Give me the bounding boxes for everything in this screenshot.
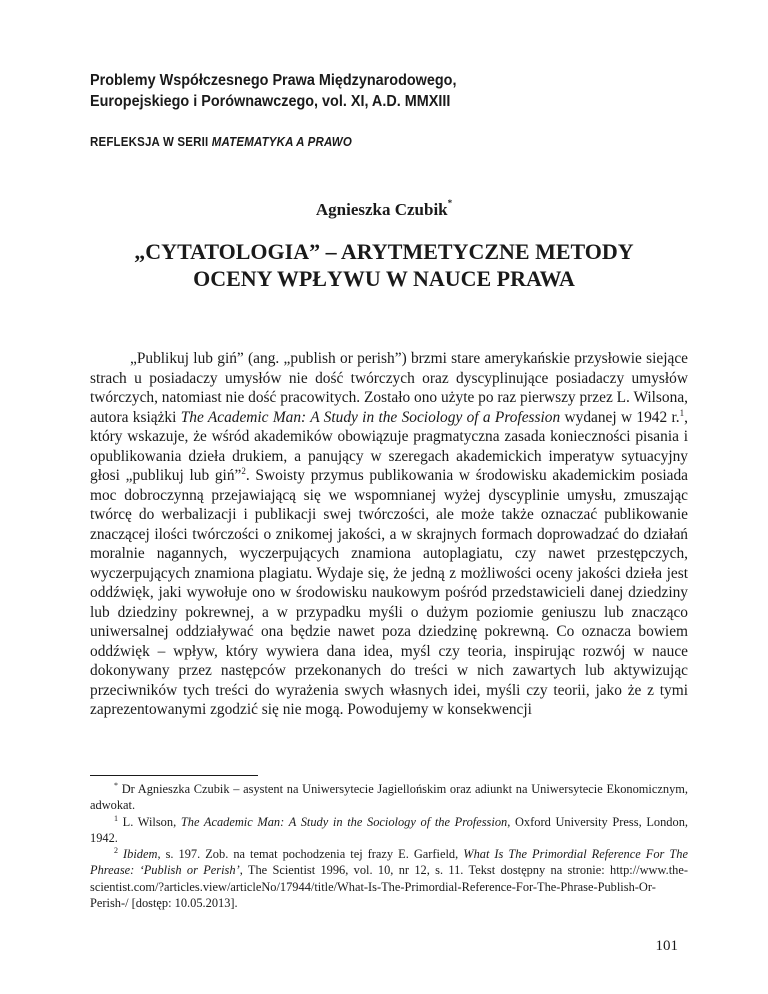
footnote-2 bbox=[90, 846, 688, 911]
footnote-text: , s. 197. Zob. na temat pochodzenia tej frazy E. Garfield, bbox=[157, 847, 464, 862]
body-text bbox=[90, 349, 688, 720]
footnote-author bbox=[90, 781, 688, 814]
journal-title-line1: Problemy Współczesnego Prawa Międzynarodowego, bbox=[90, 72, 457, 89]
series-heading bbox=[90, 135, 642, 149]
footnote-mark: * bbox=[114, 780, 118, 790]
footnote-ref: 2 bbox=[241, 465, 246, 476]
paragraph bbox=[90, 349, 688, 720]
footnote-text: Dr Agnieszka Czubik – asystent na Uniwersytecie Jagiellońskim oraz adiunkt na Uniwersytecie Ekonomicznym, adwokat. bbox=[90, 782, 688, 813]
footnote-book-title: The Academic Man: A Study in the Sociology of the Profession bbox=[180, 814, 508, 829]
author-name-text: Agnieszka Czubik bbox=[315, 200, 448, 219]
article-title-line1: „CYTATOLOGIA” – ARYTMETYCZNE METODY bbox=[134, 239, 634, 264]
author-footnote-mark: * bbox=[447, 198, 453, 209]
footnote-separator bbox=[90, 775, 258, 776]
page-number: 101 bbox=[655, 938, 678, 954]
footnote-ibidem: Ibidem bbox=[123, 847, 158, 862]
article-title-line2: OCENY WPŁYWU W NAUCE PRAWA bbox=[193, 266, 575, 291]
footnote-mark: 1 bbox=[114, 813, 118, 823]
paragraph-text-part: . Swoisty przymus publikowania w środowisku akademickim posiada moc dobroczynną przejawiającą się we wspomnianej wyżej dyscyplinie umysłu, zmuszając twórcę do werbalizacji i publikacji swej twórczości, ale może także oznaczać publikowanie znaczącej ilości twórczości o znikomej jakości, a w skrajnych formach doprowadzać do działań moralnie nagannych, wyczerpujących znamiona autoplagiatu, czy nawet przestępczych, wyczerpujących znamiona plagiatu. Wydaje się, że jedną z możliwości oceny jakości dzieła jest oddźwięk, jaki wywołuje ono w środowisku naukowym pośród przedstawicieli danej dziedziny lub dziedziny pokrewnej, a w przypadku myśli o dużym poziomie geniuszu lub znacząco uniwersalnej oddziaływać ona będzie nawet poza dziedzinę pokrewną. Co oznacza bowiem oddźwięk – wpływ, który wywiera dana idea, myśl czy teoria, inspirując rozwój w nauce dokonywany przez następców przekonanych do treści w nich zawartych lub aktywizując przeciwników tych treści do wyrażenia swych własnych idei, myśli czy teorii, jako że z tymi zaprezentowanymi zgodzić się nie mogą. Powodujemy w konsekwencji bbox=[90, 467, 688, 718]
book-title: The Academic Man: A Study in the Sociology of a Profession bbox=[180, 408, 561, 426]
footnotes bbox=[90, 781, 688, 911]
journal-title bbox=[90, 70, 630, 112]
series-name: MATEMATYKA A PRAWO bbox=[211, 135, 352, 149]
footnote-ref: 1 bbox=[679, 407, 685, 418]
footnote-text: L. Wilson, bbox=[118, 814, 181, 829]
journal-title-line2: Europejskiego i Porównawczego, vol. XI, A.D. MMXIII bbox=[90, 93, 451, 110]
footnote-text: , Oxford University Press, London, 1942. bbox=[90, 814, 688, 845]
footnote-text: , The Scientist 1996, vol. 10, nr 12, s. 11. Tekst dostępny na stronie: http://www.the-scientist.com/?articles.view/articleNo/17944/title/What-Is-The-Primordial-Reference-For-The-Phrase-Publish-Or-Perish-/ [dostęp: 10.05.2013]. bbox=[90, 863, 689, 911]
paragraph-text-part: „Publikuj lub giń” (ang. „publish or perish”) brzmi stare amerykańskie przysłowie siejące strach u posiadaczy umysłów nie dość twórczych oraz dyscyplinujące posiadaczy umysłów twórczych, natomiast nie dość pracowitych. Zostało ono użyte po raz pierwszy przez L. Wilsona, autora książki bbox=[90, 350, 688, 426]
paragraph-text-part: wydanej w 1942 r. bbox=[560, 408, 680, 426]
article-title bbox=[0, 238, 768, 292]
series-prefix: REFLEKSJA W SERII bbox=[90, 135, 212, 149]
paragraph-text-part: , który wskazuje, że wśród akademików obowiązuje pragmatyczna zasada konieczności pisania i opublikowania dzieła drukiem, a panujący w szeregach akademickich imperatyw sytuacyjny głosi „publikuj lub giń” bbox=[90, 408, 688, 484]
author-name bbox=[0, 200, 768, 220]
footnote-1 bbox=[90, 814, 688, 847]
footnote-article-title: What Is The Primordial Reference For The Phrease: ‘Publish or Perish’ bbox=[90, 847, 688, 878]
footnote-mark: 2 bbox=[114, 846, 118, 856]
